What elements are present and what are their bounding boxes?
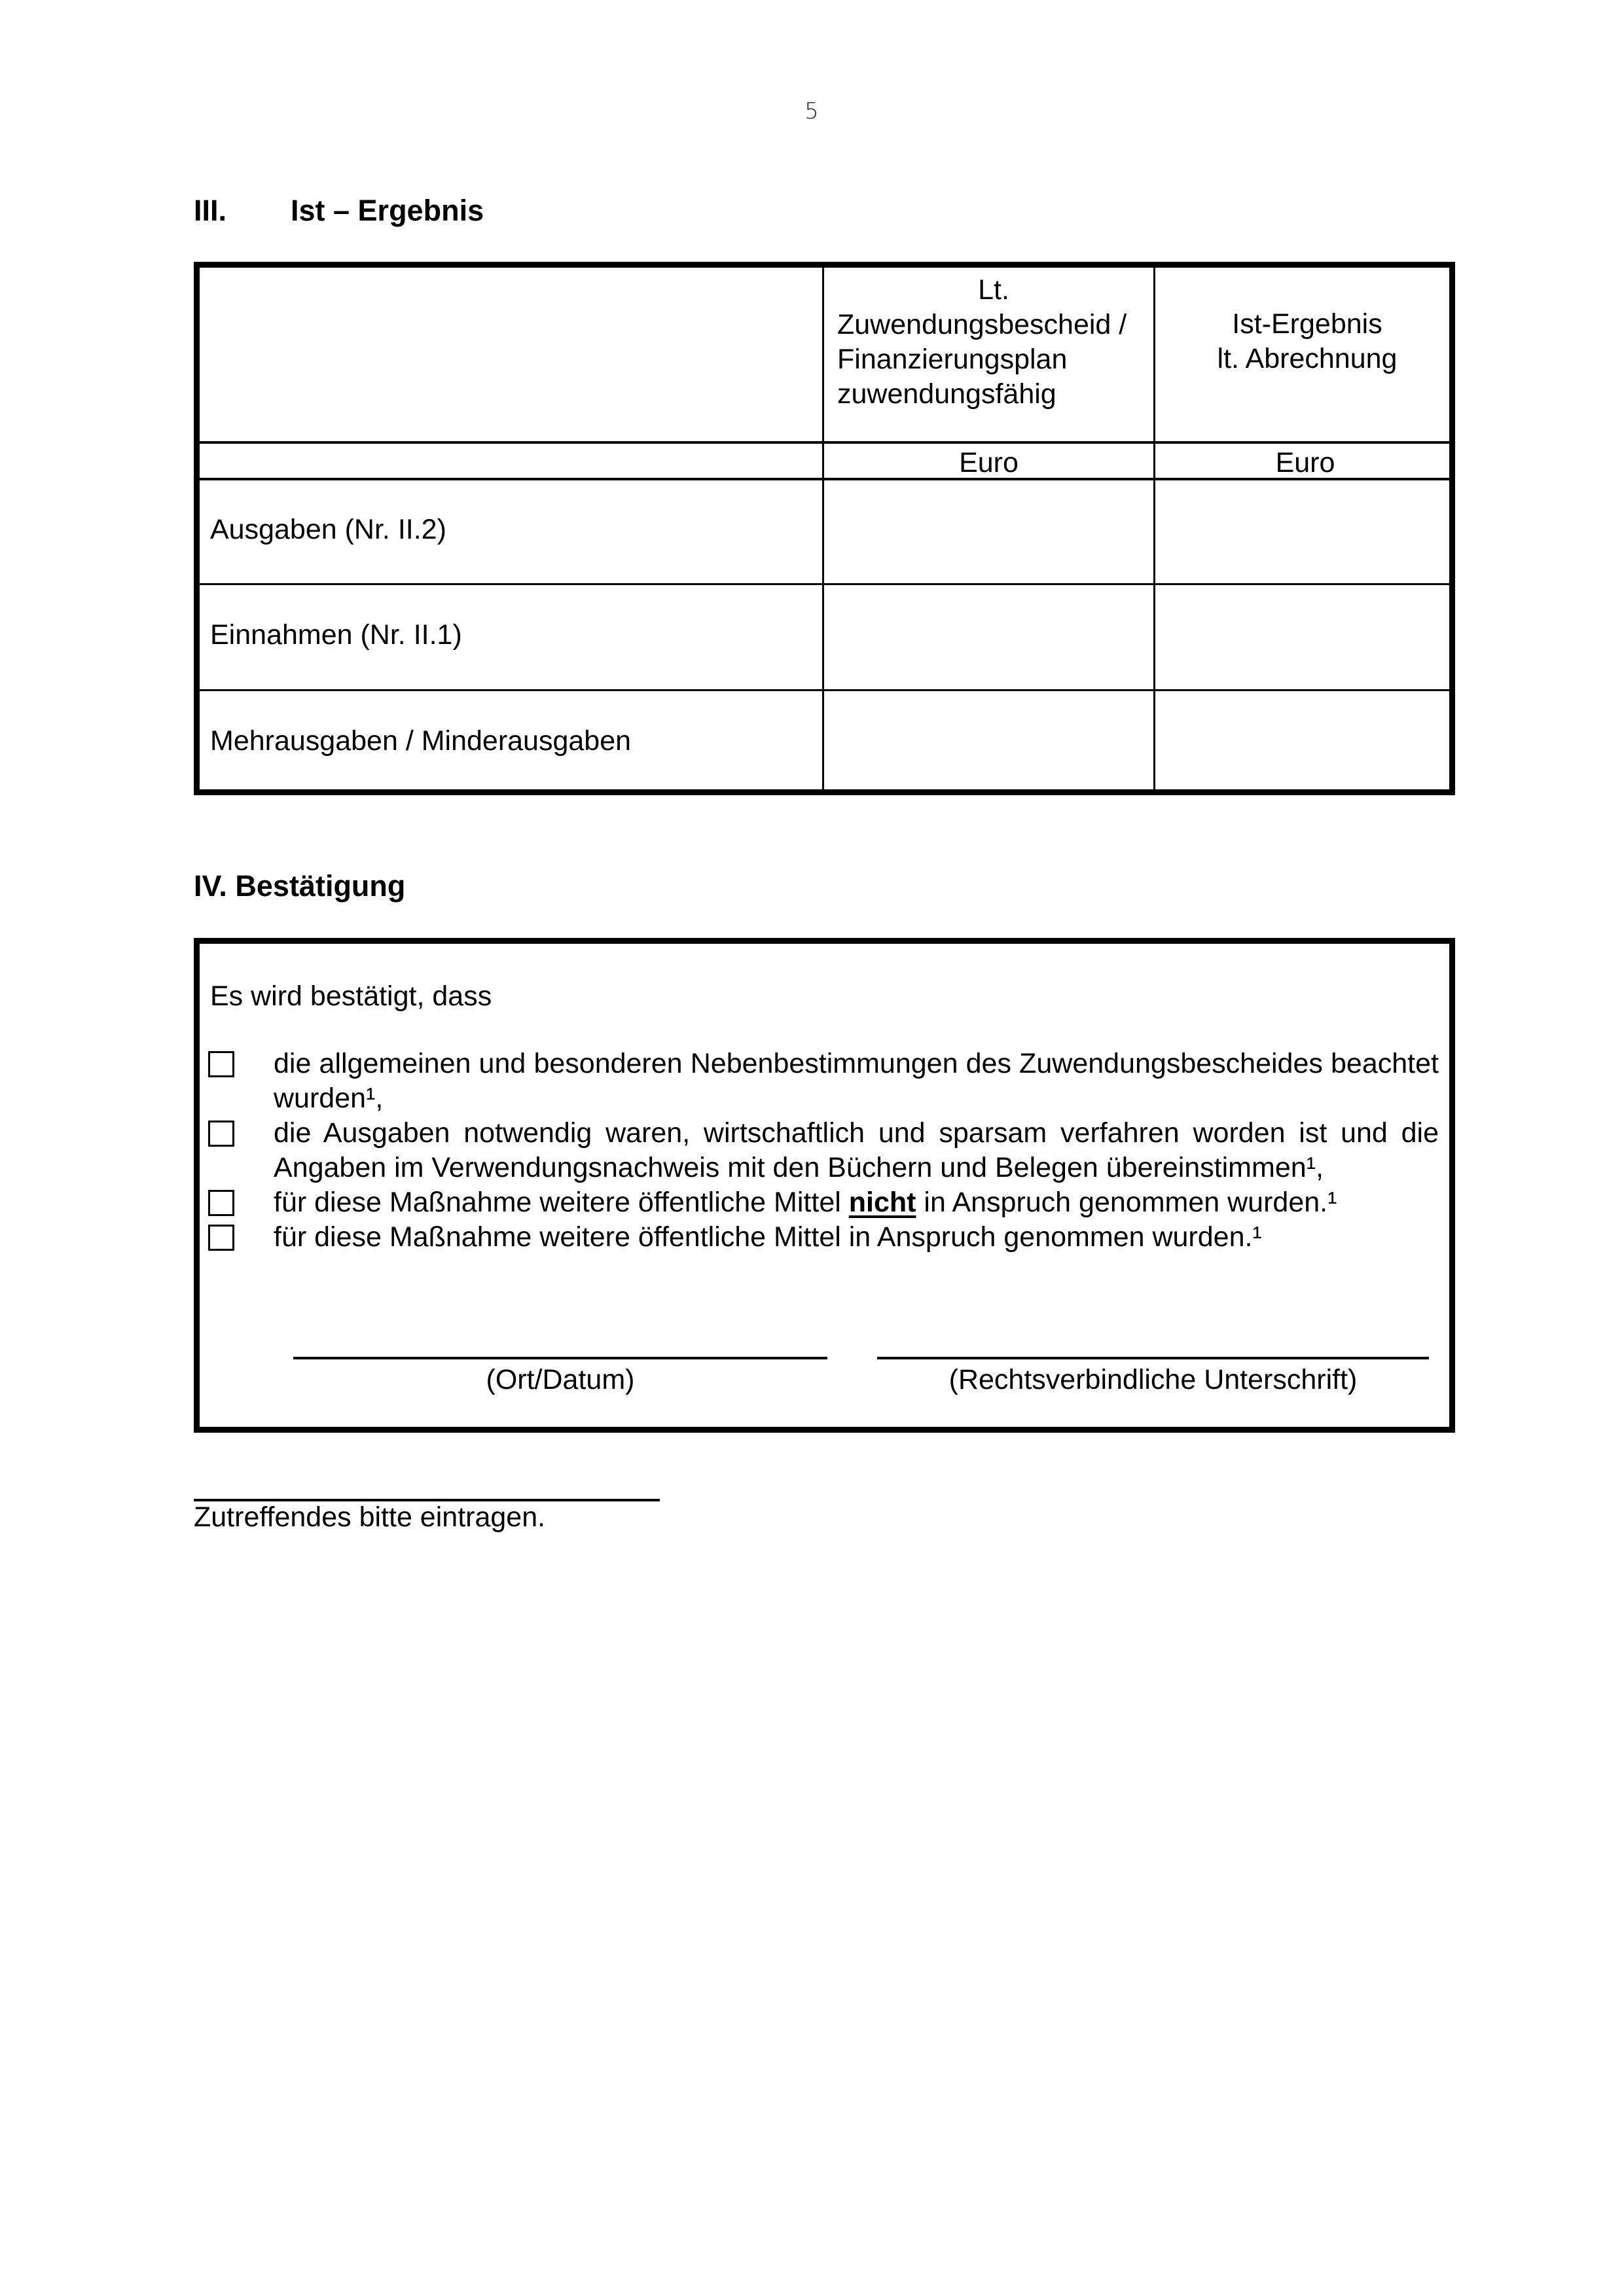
row-label-ausgaben: Ausgaben (Nr. II.2): [210, 514, 446, 545]
text-segment: für diese Maßnahme weitere öffentliche Mittel: [274, 1187, 849, 1218]
ausgaben-actual-cell[interactable]: [1155, 480, 1455, 583]
confirmation-box: [194, 938, 1455, 1433]
footnote-text: Zutreffendes bitte eintragen.: [194, 1501, 546, 1533]
confirmation-item-text: [274, 1185, 1439, 1220]
row-divider: [200, 441, 1449, 444]
checkbox-weitere-mittel[interactable]: [208, 1225, 234, 1251]
header-planned-column: [828, 273, 1159, 412]
unit-label-planned: Euro: [959, 447, 1019, 478]
header-line: Zuwendungsbescheid /: [837, 309, 1127, 340]
checkbox-keine-weiteren-mittel[interactable]: [208, 1190, 234, 1216]
text-segment: in Anspruch genommen wurden.¹: [916, 1187, 1337, 1218]
confirmation-item-text: die Ausgaben notwendig waren, wirtschaftlich und sparsam verfahren worden ist und die Angaben im Verwendungsnachweis mit den Büchern und Belegen übereinstimmen¹,: [274, 1117, 1439, 1183]
section-4-title: IV. Bestätigung: [194, 869, 406, 903]
confirmation-intro: Es wird bestätigt, dass: [210, 980, 492, 1012]
header-line: Lt.: [978, 274, 1009, 306]
row-label-einnahmen: Einnahmen (Nr. II.1): [210, 619, 462, 651]
section-3-number: III.: [194, 194, 227, 227]
page-number: 5: [804, 98, 819, 124]
mehr-minderausgaben-actual-cell[interactable]: [1155, 691, 1455, 789]
place-date-label: (Ort/Datum): [486, 1364, 635, 1395]
checkbox-ausgaben-notwendig[interactable]: [208, 1121, 234, 1147]
row-label-mehr-minderausgaben: Mehrausgaben / Minderausgaben: [210, 725, 632, 757]
ist-ergebnis-table: [194, 262, 1455, 795]
header-line: lt. Abrechnung: [1217, 343, 1398, 374]
header-actual-column: [1159, 307, 1455, 376]
section-3-title: Ist – Ergebnis: [291, 194, 484, 227]
checkbox-nebenbestimmungen[interactable]: [208, 1051, 234, 1077]
confirmation-item-text: die allgemeinen und besonderen Nebenbestimmungen des Zuwendungsbescheides beachtet wurden¹,: [274, 1048, 1439, 1114]
mehr-minderausgaben-planned-cell[interactable]: [824, 691, 1153, 789]
place-date-input-line[interactable]: [293, 1357, 827, 1359]
einnahmen-planned-cell[interactable]: [824, 585, 1153, 689]
ausgaben-planned-cell[interactable]: [824, 480, 1153, 583]
unit-label-actual: Euro: [1275, 447, 1335, 478]
signature-label: (Rechtsverbindliche Unterschrift): [948, 1364, 1358, 1395]
signature-input-line[interactable]: [877, 1357, 1429, 1359]
einnahmen-actual-cell[interactable]: [1155, 585, 1455, 689]
header-line: zuwendungsfähig: [837, 378, 1056, 410]
header-line: Finanzierungsplan: [837, 344, 1068, 375]
header-line: Ist-Ergebnis: [1232, 308, 1382, 340]
emphasis-nicht: nicht: [848, 1187, 916, 1218]
confirmation-item-text: für diese Maßnahme weitere öffentliche Mittel in Anspruch genommen wurden.¹: [274, 1221, 1262, 1253]
